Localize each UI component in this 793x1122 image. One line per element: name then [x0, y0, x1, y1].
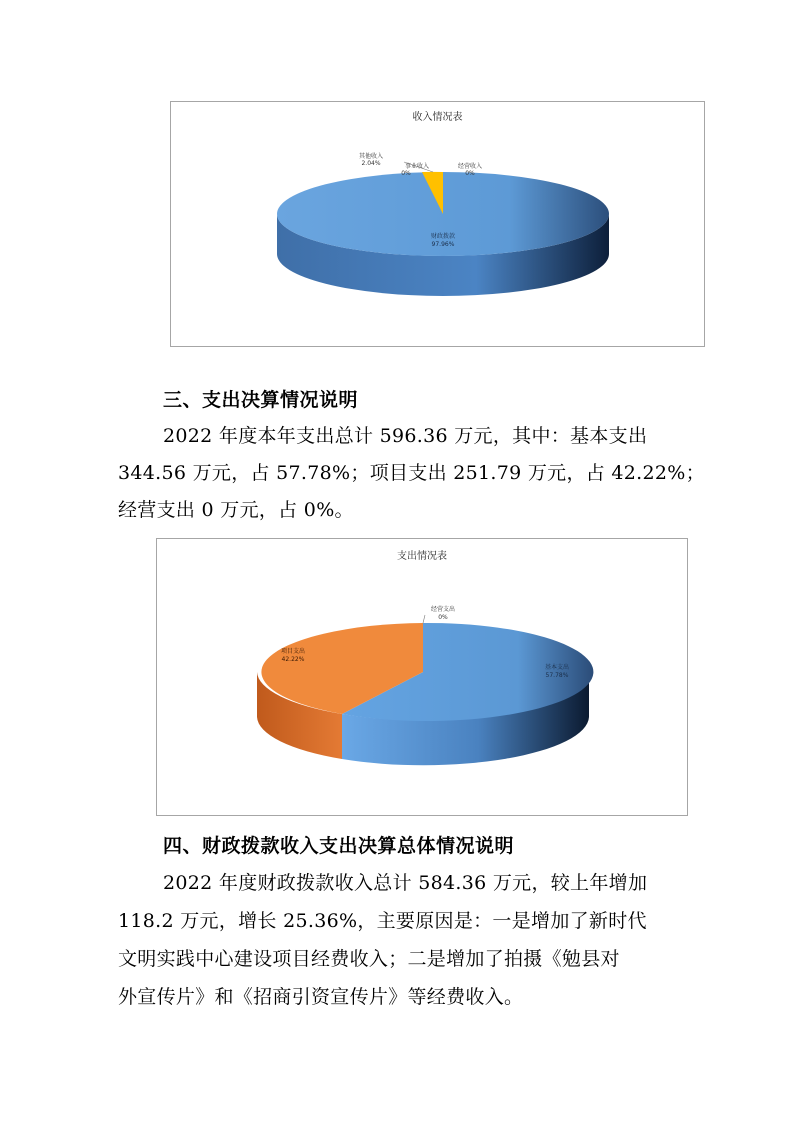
section3-line-3: 经营支出 0 万元，占 0%。 — [118, 499, 354, 521]
income-chart — [170, 101, 705, 347]
expenditure-label-basic-name: 基本支出 — [544, 664, 570, 671]
expenditure-label-project-value: 42.22% — [281, 656, 305, 663]
expenditure-label-operating-value: 0% — [438, 614, 448, 621]
expenditure-leader-line — [423, 615, 425, 623]
income-label-fiscal-name: 财政拨款 — [430, 233, 456, 240]
expenditure-chart — [156, 538, 688, 816]
section4-line-4: 外宣传片》和《招商引资宣传片》等经费收入。 — [118, 986, 524, 1008]
income-label-business-value: 0% — [401, 170, 411, 177]
section3-line-1: 2022 年度本年支出总计 596.36 万元，其中：基本支出 — [163, 425, 648, 447]
expenditure-pie-svg — [157, 539, 689, 817]
expenditure-label-project-name: 项目支出 — [280, 648, 306, 655]
income-label-other-value: 2.04% — [361, 160, 381, 167]
income-label-operating-name: 经营收入 — [457, 163, 483, 170]
section4-line-1: 2022 年度财政拨款收入总计 584.36 万元，较上年增加 — [163, 872, 648, 894]
income-pie-svg — [171, 102, 706, 348]
income-label-business-name: 事业收入 — [404, 163, 430, 170]
income-label-other-name: 其他收入 — [358, 153, 384, 160]
section4-heading: 四、财政拨款收入支出决算总体情况说明 — [163, 835, 515, 857]
expenditure-label-operating-name: 经营支出 — [430, 606, 456, 613]
income-chart-title: 收入情况表 — [412, 112, 463, 123]
section3-line-2: 344.56 万元，占 57.78%；项目支出 251.79 万元，占 42.22%； — [118, 462, 705, 484]
section4-line-3: 文明实践中心建设项目经费收入；二是增加了拍摄《勉县对 — [118, 948, 620, 970]
expenditure-chart-title: 支出情况表 — [397, 551, 447, 562]
income-label-fiscal-value: 97.96% — [431, 241, 455, 248]
income-label-operating-value: 0% — [465, 170, 475, 177]
expenditure-label-basic-value: 57.78% — [545, 672, 569, 679]
section3-heading: 三、支出决算情况说明 — [163, 389, 359, 411]
section4-line-2: 118.2 万元，增长 25.36%，主要原因是：一是增加了新时代 — [118, 910, 647, 932]
